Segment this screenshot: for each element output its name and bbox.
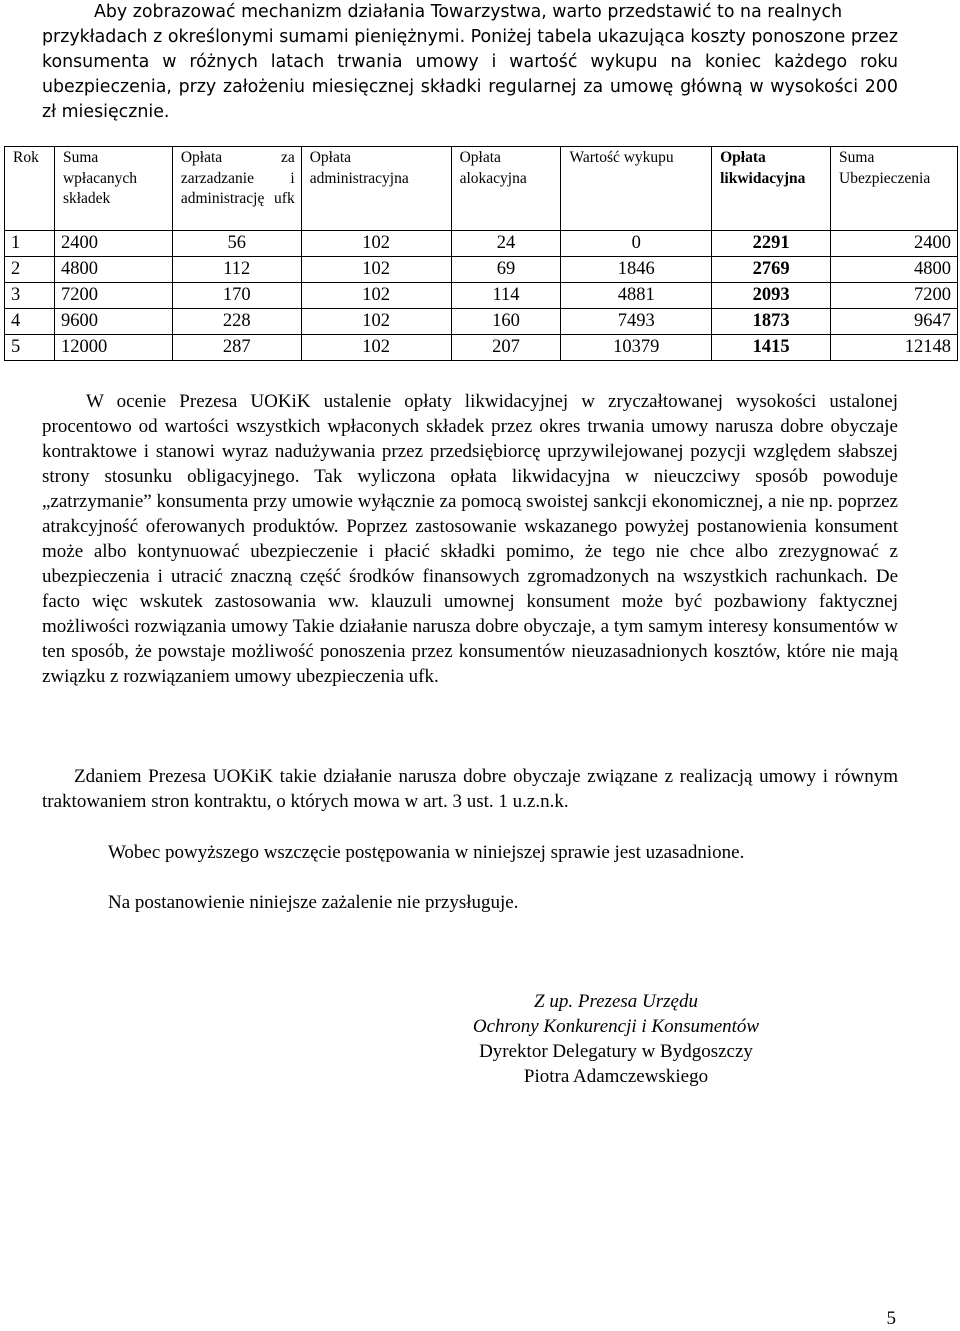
page-number: 5 — [886, 1308, 896, 1329]
signature-line-3: Dyrektor Delegatury w Bydgoszczy — [479, 1041, 753, 1062]
cell-oplata-zarzadzanie: 170 — [172, 283, 301, 309]
cell-oplata-administracyjna: 102 — [301, 283, 451, 309]
cell-suma-skladek: 4800 — [54, 257, 172, 283]
cell-wartosc-wykupu: 7493 — [561, 309, 712, 335]
paragraph-uokik-assessment: W ocenie Prezesa UOKiK ustalenie opłaty likwidacyjnej w zryczałtowanej wysokości ustalonej procentowo od wartości wszystkich wpłaconych składek przez okres trwania umowy narusza dobre obyczaje kontraktowe i stanowi wyraz nadużywania przez przedsiębiorcę uprzywilejowanej pozycji względem słabszej strony stosunku obligacyjnego. Tak wyliczona opłata likwidacyjna w nieuczciwy sposób powoduje „zatrzymanie” konsumenta przy umowie wyłącznie za pomocą swoistej sankcji ekonomicznej, a nie np. poprzez atrakcyjność oferowanych produktów. Poprzez zastosowanie wskazanego powyżej postanowienia konsument może albo kontynuować ubezpieczenie i płacić składki pomimo, że tego nie chce albo zrezygnować z ubezpieczenia i utracić znaczną część środków finansowych zgromadzonych na wszystkich rachunkach. De facto więc wskutek zastosowania ww. klauzuli umownej konsument może być pozbawiony faktycznej możliwości rozwiązania umowy Takie działanie narusza dobre obyczaje, a tym samym interesy konsumentów w ten sposób, że powstaje możliwość ponoszenia przez konsumentów nieuzasadnionych kosztów, które nie mają związku z rozwiązaniem umowy ubezpieczenia ufk. — [42, 391, 898, 687]
header-suma-ubezpieczenia: Suma Ubezpieczenia — [831, 147, 958, 231]
cell-oplata-likwidacyjna: 1873 — [712, 309, 831, 335]
cell-oplata-zarzadzanie: 287 — [172, 335, 301, 361]
cell-suma-skladek: 2400 — [54, 231, 172, 257]
table-header-row — [5, 147, 958, 231]
header-oplata-za-zarzadzanie: Opłata za zarzadzanie i administrację ufk — [172, 147, 301, 231]
cell-oplata-administracyjna: 102 — [301, 335, 451, 361]
cell-rok: 1 — [5, 231, 55, 257]
paragraph-conclusion: Wobec powyższego wszczęcie postępowania w niniejszej sprawie jest uzasadnione. — [108, 842, 745, 863]
cell-suma-ubezpieczenia: 12148 — [831, 335, 958, 361]
signature-line-4: Piotra Adamczewskiego — [523, 1066, 709, 1087]
cell-suma-ubezpieczenia: 7200 — [831, 283, 958, 309]
cell-oplata-likwidacyjna: 2291 — [712, 231, 831, 257]
cell-oplata-zarzadzanie: 112 — [172, 257, 301, 283]
cell-wartosc-wykupu: 10379 — [561, 335, 712, 361]
cell-oplata-administracyjna: 102 — [301, 257, 451, 283]
header-oplata-alokacyjna: Opłata alokacyjna — [451, 147, 561, 231]
cell-oplata-administracyjna: 102 — [301, 231, 451, 257]
cell-wartosc-wykupu: 0 — [561, 231, 712, 257]
cell-oplata-alokacyjna: 160 — [451, 309, 561, 335]
table-row — [5, 231, 958, 257]
cell-oplata-alokacyjna: 69 — [451, 257, 561, 283]
cell-rok: 4 — [5, 309, 55, 335]
cell-wartosc-wykupu: 1846 — [561, 257, 712, 283]
cell-suma-skladek: 12000 — [54, 335, 172, 361]
cell-oplata-alokacyjna: 207 — [451, 335, 561, 361]
cell-oplata-likwidacyjna: 1415 — [712, 335, 831, 361]
cell-oplata-alokacyjna: 24 — [451, 231, 561, 257]
table-row — [5, 309, 958, 335]
header-oplata-administracyjna: Opłata administracyjna — [301, 147, 451, 231]
signature-line-2: Ochrony Konkurencji i Konsumentów — [472, 1016, 760, 1037]
cell-suma-skladek: 7200 — [54, 283, 172, 309]
intro-first-line: Aby zobrazować mechanizm działania Towarzystwa, warto przedstawić to na realnych — [94, 2, 843, 22]
costs-table — [4, 146, 958, 361]
intro-paragraph — [42, 0, 898, 125]
cell-rok: 3 — [5, 283, 55, 309]
cell-suma-ubezpieczenia: 4800 — [831, 257, 958, 283]
cell-wartosc-wykupu: 4881 — [561, 283, 712, 309]
cell-rok: 5 — [5, 335, 55, 361]
paragraph-no-appeal: Na postanowienie niniejsze zażalenie nie przysługuje. — [108, 892, 519, 913]
table-row — [5, 335, 958, 361]
header-rok: Rok — [5, 147, 55, 231]
signature-block — [400, 989, 832, 1089]
cell-rok: 2 — [5, 257, 55, 283]
cell-oplata-zarzadzanie: 228 — [172, 309, 301, 335]
cell-oplata-administracyjna: 102 — [301, 309, 451, 335]
cell-oplata-likwidacyjna: 2093 — [712, 283, 831, 309]
header-suma-wplacanych-skladek: Suma wpłacanych składek — [54, 147, 172, 231]
intro-rest: przykładach z określonymi sumami pieniężnymi. Poniżej tabela ukazująca koszty ponoszone przez konsumenta w różnych latach trwania umowy i wartość wykupu na koniec każdego roku ubezpieczenia, przy założeniu miesięcznej składki regularnej za umowę główną w wysokości 200 zł miesięcznie. — [42, 27, 898, 122]
cell-suma-ubezpieczenia: 2400 — [831, 231, 958, 257]
cell-oplata-likwidacyjna: 2769 — [712, 257, 831, 283]
signature-line-1: Z up. Prezesa Urzędu — [534, 991, 698, 1012]
cell-suma-skladek: 9600 — [54, 309, 172, 335]
cell-suma-ubezpieczenia: 9647 — [831, 309, 958, 335]
cell-oplata-alokacyjna: 114 — [451, 283, 561, 309]
header-wartosc-wykupu: Wartość wykupu — [561, 147, 712, 231]
header-oplata-likwidacyjna: Opłata likwidacyjna — [712, 147, 831, 231]
cell-oplata-zarzadzanie: 56 — [172, 231, 301, 257]
paragraph-uokik-opinion: Zdaniem Prezesa UOKiK takie działanie narusza dobre obyczaje związane z realizacją umowy i równym traktowaniem stron kontraktu, o których mowa w art. 3 ust. 1 u.z.n.k. — [42, 766, 898, 812]
table-row — [5, 283, 958, 309]
table-row — [5, 257, 958, 283]
